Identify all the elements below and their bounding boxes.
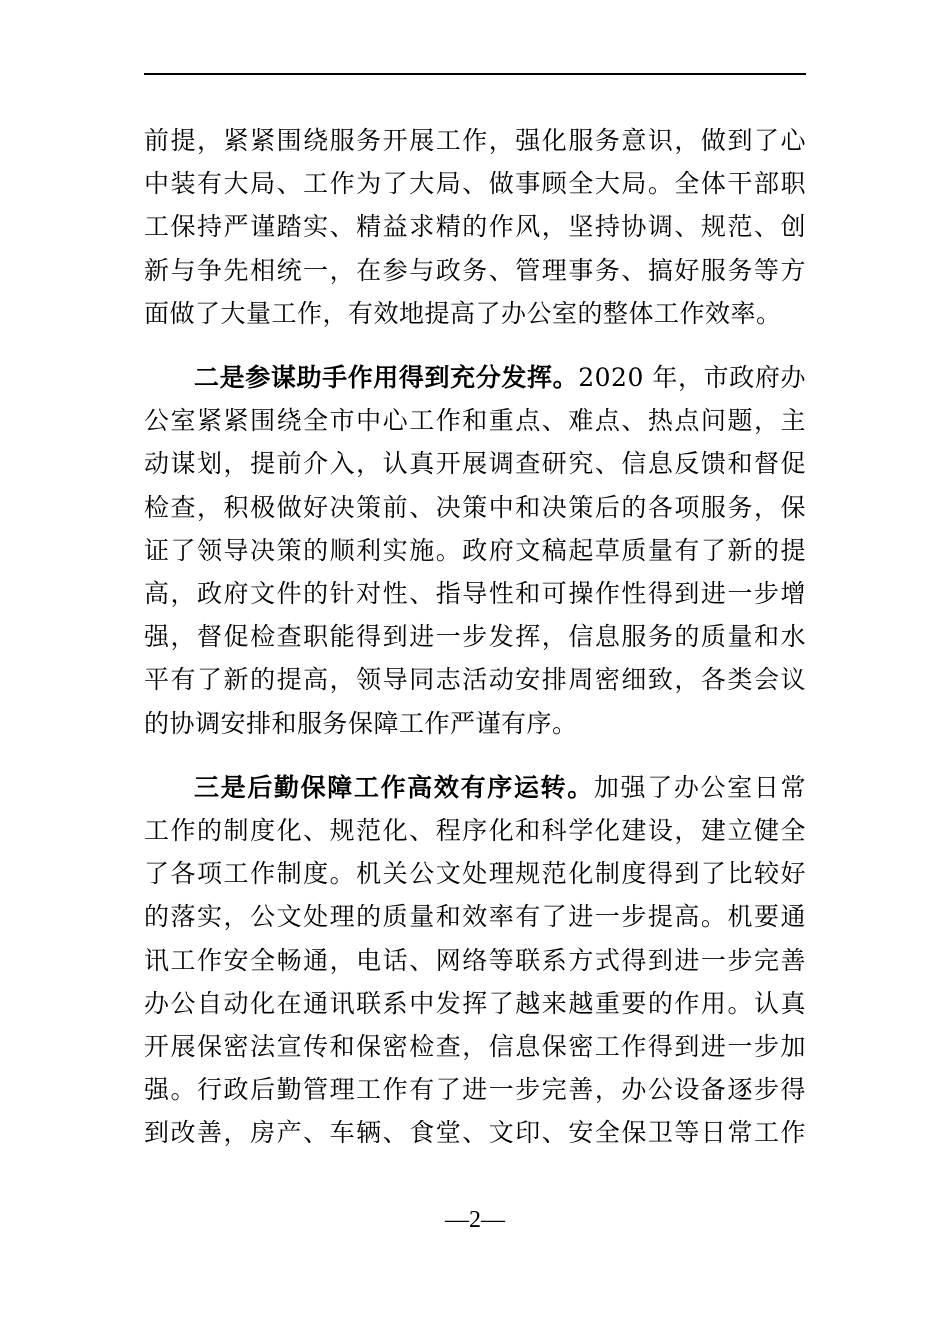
paragraph2-line-7: 强，督促检查职能得到进一步发挥，信息服务的质量和水 [144, 622, 806, 652]
paragraph3-line-8: 强。行政后勤管理工作有了进一步完善，办公设备逐步得 [144, 1075, 806, 1105]
paragraph2-line-5: 证了领导决策的顺利实施。政府文稿起草质量有了新的提 [144, 535, 806, 565]
paragraph3-first-line-rest: 加强了办公室日常 [593, 772, 806, 802]
paragraph2-line-3: 动谋划，提前介入，认真开展调查研究、信息反馈和督促 [144, 449, 806, 479]
paragraph3-line-9: 到改善，房产、车辆、食堂、文印、安全保卫等日常工作 [144, 1118, 806, 1148]
paragraph1-line-2: 中装有大局、工作为了大局、做事顾全大局。全体干部职 [144, 169, 806, 199]
paragraph1-line-4: 新与争先相统一，在参与政务、管理事务、搞好服务等方 [144, 255, 806, 285]
paragraph3-line-7: 开展保密法宣传和保密检查，信息保密工作得到进一步加 [144, 1032, 806, 1062]
header-rule [144, 73, 806, 75]
paragraph3-heading: 三是后勤保障工作高效有序运转。 [194, 772, 594, 802]
paragraph2-heading: 二是参谋助手作用得到充分发挥。 [194, 363, 579, 393]
paragraph2-line-9: 的协调安排和服务保障工作严谨有序。 [144, 708, 578, 738]
paragraph3-line-5: 讯工作安全畅通，电话、网络等联系方式得到进一步完善 [144, 945, 806, 975]
paragraph1-line-1: 前提，紧紧围绕服务开展工作，强化服务意识，做到了心 [144, 126, 806, 155]
paragraph3-line-3: 了各项工作制度。机关公文处理规范化制度得到了比较好 [144, 859, 806, 889]
paragraph3-line-4: 的落实，公文处理的质量和效率有了进一步提高。机要通 [144, 902, 806, 932]
paragraph2-line-8: 平有了新的提高，领导同志活动安排周密细致，各类会议 [144, 665, 806, 695]
paragraph2-line-2: 公室紧紧围绕全市中心工作和重点、难点、热点问题，主 [144, 406, 806, 436]
paragraph2-line-4: 检查，积极做好决策前、决策中和决策后的各项服务，保 [144, 492, 806, 522]
page-number: —2— [445, 1207, 505, 1233]
paragraph2-line-6: 高，政府文件的针对性、指导性和可操作性得到进一步增 [144, 579, 806, 609]
paragraph2-line-1 [144, 356, 806, 399]
paragraph3-line-1 [144, 766, 806, 809]
paragraph3-line-6: 办公自动化在通讯联系中发挥了越来越重要的作用。认真 [144, 988, 806, 1018]
paragraph1-line-3: 工保持严谨踏实、精益求精的作风，坚持协调、规范、创 [144, 212, 806, 242]
body-text [144, 119, 806, 1155]
paragraph1-line-5: 面做了大量工作，有效地提高了办公室的整体工作效率。 [144, 298, 782, 328]
paragraph2-first-line-rest: 2020 年，市政府办 [578, 363, 806, 393]
paragraph3-line-2: 工作的制度化、规范化、程序化和科学化建设，建立健全 [144, 816, 806, 846]
